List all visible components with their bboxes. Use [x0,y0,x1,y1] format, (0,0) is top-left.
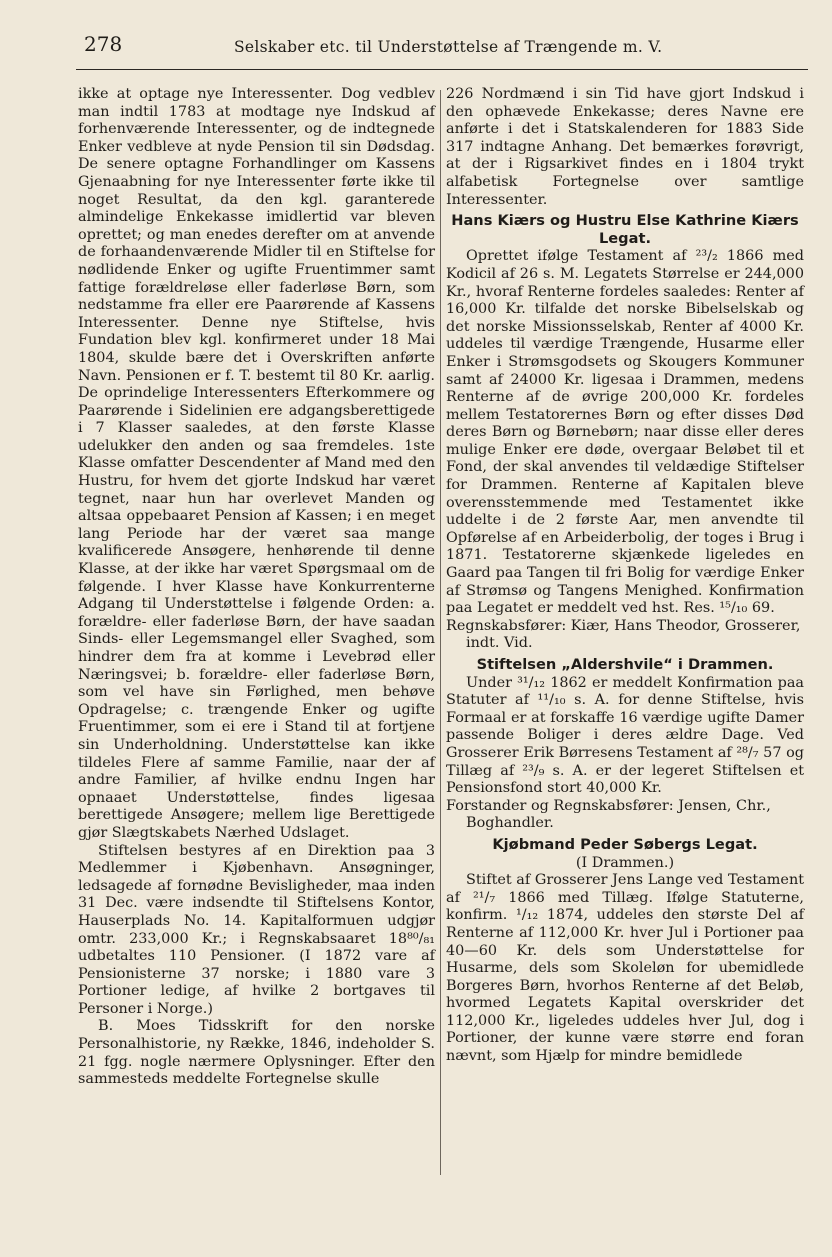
section-heading-aldershvile: Stiftelsen „Aldershvile“ i Drammen. [476,656,774,673]
page-number: 278 [84,32,123,56]
aldershvile-manager: Forstander og Regnskabsfører: Jensen, Chr., Boghandler. [446,797,771,832]
kiaers-legat-body: Oprettet ifølge Testament af ²³/₂ 1866 med Kodicil af 26 s. M. Legatets Størrelse er 244,000 Kr., hvoraf Renterne fordeles saaledes: Renter af 16,000 Kr. tilfalde det norske Bibelselskab og det norske Missionsselskab, Renter af 4000 Kr. uddeles til værdige Trængende, Husarme eller Enker i Strømsgodsets og Skougers Kommuner samt af 24000 Kr. ligesaa i Drammen, medens Renterne af de øvrige 200,000 Kr. fordeles mellem Testatorernes Børn og efter disses Død deres Børn og Børnebørn; naar disse eller deres mulige Enker ere døde, overgaar Beløbet til et Fond, der skal anvendes til veldædige Stiftelser for Drammen. Renterne af Kapitalen bleve overensstemmende med Testamentet ikke uddelte i de 2 første Aar, men anvendte til Opførelse af en Arbeiderbolig, der toges i Brug i 1871. Testatorerne skjænkede ligeledes en Gaard paa Tangen til fri Bolig for værdige Enker af Strømsø og Tangens Menighed. Konfirmation paa Legatet er meddelt ved hst. Res. ¹⁵/₁₀ 69. [446,248,804,617]
left-column [78,86,435,1089]
section-heading-kiaers-legat: Hans Kiærs og Hustru Else Kathrine Kiærs Legat. [451,212,799,247]
right-intro-paragraph: 226 Nordmænd i sin Tid have gjort Indskud i den ophævede Enkekasse; deres Navne ere anførte i det i Statskalenderen for 1883 Side 317 indtagne Anhang. Det bemærkes forøvrigt, at der i Rigsarkivet findes en i 1804 trykt alfabetisk Fortegnelse over samtlige Interessenter. [446,86,804,208]
column-divider [440,90,441,1175]
running-head: Selskaber etc. til Understøttelse af Trængende m. V. [234,38,663,56]
left-paragraph-1: ikke at optage nye Interessenter. Dog vedblev man indtil 1783 at modtage nye Indskud af forhenværende Interessenter, og de indtegnede Enker vedbleve at nyde Pension til sin Dødsdag. De senere optagne Forhandlinger om Kassens Gjenaabning for nye Interessenter førte ikke til noget Resultat, da den kgl. garanterede almindelige Enkekasse imidlertid var bleven oprettet; og man enedes derefter om at anvende de forhaandenværende Midler til en Stiftelse for nødlidende Enker og ugifte Fruentimmer samt fattige forældreløse eller faderløse Børn, som nedstamme fra eller ere Paarørende af Kassens Interessenter. Denne nye Stiftelse, hvis Fundation blev kgl. konfirmeret under 18 Mai 1804, skulde bære det i Overskriften anførte Navn. Pensionen er f. T. bestemt til 80 Kr. aarlig. De oprindelige Interessenters Efterkommere og Paarørende i Sidelinien ere adgangsberettigede i 7 Klasser saaledes, at den første Klasse udelukker den anden og saa fremdeles. 1ste Klasse omfatter Descendenter af Mand med den Hustru, for hvem det gjorte Indskud har været tegnet, naar hun har overlevet Manden og altsaa oppebaaret Pension af Kassen; i en meget lang Periode har der været saa mange kvalificerede Ansøgere, henhørende til denne Klasse, at der ikke har været Spørgsmaal om de følgende. I hver Klasse have Konkurrenterne Adgang til Understøttelse i følgende Orden: a. forældre- eller faderløse Børn, der have saadan Sinds- eller Legemsmangel eller Svaghed, som hindrer dem fra at komme i Levebrød eller Næringsvei; b. forældre- eller faderløse Børn, som vel have sin Førlighed, men behøve Opdragelse; c. trængende Enker og ugifte Fruentimmer, som ei ere i Stand til at fortjene sin Underholdning. Understøttelse kan ikke tildeles Flere af samme Familie, naar der af andre Familier, af hvilke endnu Ingen har opnaaet Understøttelse, findes ligesaa berettigede Ansøgere; mellem lige Berettigede gjør Slægtskabets Nærhed Udslaget. [78,86,435,841]
page-header [84,32,804,66]
header-rule [76,69,808,70]
right-column [446,86,804,1066]
left-paragraph-2: Stiftelsen bestyres af en Direktion paa 3 Medlemmer i Kjøbenhavn. Ansøgninger, ledsagede af fornødne Bevisligheder, maa inden 31 Dec. være indsendte til Stiftelsens Kontor, Hauserplads No. 14. Kapitalformuen udgjør omtr. 233,000 Kr.; i Regnskabsaaret 18⁸⁰/₈₁ udbetaltes 110 Pensioner. (I 1872 vare af Pensionisterne 37 norske; i 1880 vare 3 Portioner ledige, af hvilke 2 bortgaves til Personer i Norge.) [78,842,435,1017]
soebergs-legat-subtitle: (I Drammen.) [575,854,675,871]
section-heading-soebergs-legat: Kjøbmand Peder Søbergs Legat. [492,835,758,853]
kiaers-legat-accountant: Regnskabsfører: Kiær, Hans Theodor, Grosserer, indt. Vid. [446,617,801,652]
aldershvile-body: Under ³¹/₁₂ 1862 er meddelt Konfirmation paa Statuter af ¹¹/₁₀ s. A. for denne Stiftelse, hvis Formaal er at forskaffe 16 værdige ugifte Damer passende Boliger i deres ældre Dage. Ved Grosserer Erik Børresens Testament af ²⁸/₇ 57 og Tillæg af ²³/₉ s. A. er der legeret Stiftelsen et Pensionsfond stort 40,000 Kr. [446,674,804,797]
left-paragraph-3: B. Moes Tidsskrift for den norske Personalhistorie, ny Række, 1846, indeholder S. 21 fgg. nogle nærmere Oplysninger. Efter den sammesteds meddelte Fortegnelse skulle [78,1018,435,1088]
soebergs-legat-body: Stiftet af Grosserer Jens Lange ved Testament af ²¹/₇ 1866 med Tillæg. Ifølge Statuterne, konfirm. ¹/₁₂ 1874, uddeles den største Del af Renterne af 112,000 Kr. hver Jul i Portioner paa 40—60 Kr. dels som Understøttelse for Husarme, dels som Skoleløn for ubemidlede Borgeres Børn, hvorhos Renterne af det Beløb, hvormed Legatets Kapital overskrider det 112,000 Kr., ligeledes uddeles hver Jul, dog i Portioner, der kunne være større end foran nævnt, som Hjælp for mindre bemidlede [446,872,804,1065]
